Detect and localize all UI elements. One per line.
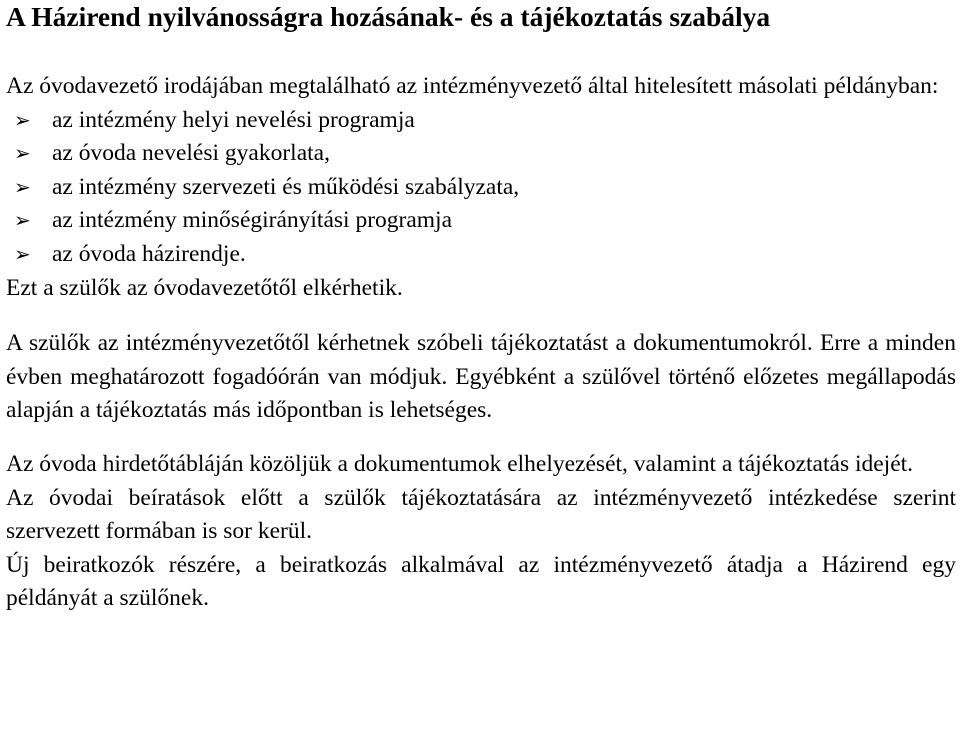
arrowhead-bullet-icon: ➢ [14,141,31,166]
arrowhead-bullet-icon: ➢ [14,241,31,266]
document-list [6,104,956,272]
noticeboard-paragraph: Az óvoda hirdetőtábláján közöljük a dokumentumok elhelyezését, valamint a tájékoztatás idejét. [6,450,914,477]
list-item-text: az óvoda nevelési gyakorlata, [52,140,330,167]
list-item-text: az intézmény helyi nevelési programja [52,106,415,133]
arrowhead-bullet-icon: ➢ [14,174,31,199]
list-item [6,171,956,205]
list-item-text: az óvoda házirendje. [52,240,246,267]
list-item-text: az intézmény szervezeti és működési szabályzata, [52,173,520,200]
list-item [6,238,956,272]
consultation-paragraph: A szülők az intézményvezetőtől kérhetnek szóbeli tájékoztatást a dokumentumokról. Erre a minden évben meghatározott fogadóórán van módjuk. Egyébként a szülővel történő előzetes megállapodás alapján a tájékoztatás más időpontban is lehetséges. [6,330,956,424]
enrollment-info-paragraph: Az óvodai beíratások előtt a szülők tájékoztatására az intézményvezető intézkedése szerint szervezett formában is sor kerül. [6,484,956,545]
arrowhead-bullet-icon: ➢ [14,107,31,132]
handover-paragraph: Új beiratkozók részére, a beiratkozás alkalmával az intézményvezető átadja a Házirend egy példányát a szülőnek. [6,551,956,612]
list-item [6,137,956,171]
intro-paragraph: Az óvodavezető irodájában megtalálható az intézményvezető által hitelesített másolati példányban: [6,73,939,99]
list-item-text: az intézmény minőségirányítási programja [52,207,453,234]
after-list-paragraph: Ezt a szülők az óvodavezetőtől elkérhetik. [6,274,403,301]
document-title: A Házirend nyilvánosságra hozásának- és a tájékoztatás szabálya [6,1,771,32]
arrowhead-bullet-icon: ➢ [14,208,31,233]
list-item [6,204,956,238]
list-item [6,104,956,138]
